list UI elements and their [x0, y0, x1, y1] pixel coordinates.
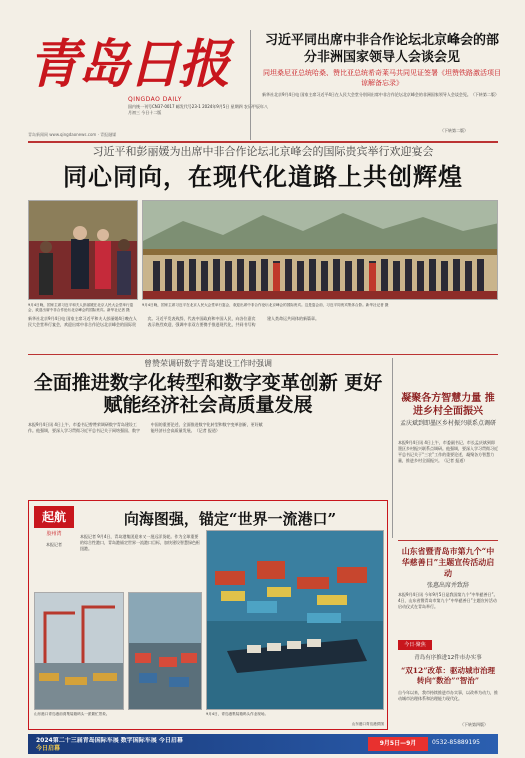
- side1-headline[interactable]: 凝聚各方智慧力量 推进乡村全面振兴: [401, 393, 495, 417]
- cranes-photo-graphic: [35, 593, 124, 710]
- special-headline[interactable]: 向海图强，锚定“世界一流港口”: [123, 510, 337, 528]
- lead-kicker: 习近平和彭丽媛为出席中非合作论坛北京峰会的国际贵宾举行欢迎宴会: [92, 145, 434, 158]
- side3-continued: （下转第四版）: [460, 722, 488, 727]
- lead-body: 新华社北京9月4日电 国家主席习近平和夫人彭丽媛4日晚在人民大会堂举行宴会，欢迎出席中非合作论坛北京峰会的国际贵宾。习近平发表致辞，代表中国政府和中国人民，向各位嘉宾表示热烈欢迎，强调中非双方要携手推进现代化，共同书写构建人类命运共同体的新篇章。: [28, 316, 319, 327]
- lead-photo-left: [28, 200, 138, 300]
- side1-body: 本报9月4日讯 4日上午，市委副书记、市长孟庆斌到即墨区乡村振兴联系点调研。他强调，要深入学习贯彻习近平总书记关于“三农”工作的重要论述，凝聚各方智慧力量，推进乡村全面振兴。（记者 报道）: [398, 440, 498, 463]
- column-divider: [250, 30, 251, 140]
- issue-meta: 国内统一刊号CN37-0017 邮发代号23-1 2024年9月5日 星期四 农历甲辰年八月初三 今日十二版: [128, 104, 268, 115]
- top-right-subheadline: 同坦桑尼亚总统哈桑、赞比亚总统希奇莱马共同见证签署《坦赞铁路激活项目谅解备忘录》: [263, 69, 501, 87]
- lead-headline[interactable]: 同心同向，在现代化道路上共创辉煌: [63, 162, 463, 191]
- feature-headline[interactable]: 全面推进数字化转型和数字变革创新 更好赋能经济社会高质量发展: [33, 372, 383, 416]
- newspaper-logo: 青岛日报: [28, 34, 229, 95]
- side2-body: 本报9月4日讯 今年9月5日是我国第九个“中华慈善日”。4日，山东省暨青岛市第九个“中华慈善日”主题宣传活动启动仪式在青岛举行。: [398, 592, 498, 609]
- side3-headline[interactable]: “双12”改革：驱动城市治理转向“数治”“智治”: [400, 666, 496, 685]
- side-rule: [398, 540, 498, 541]
- special-photo-credit: 山东港口青岛港供图: [351, 722, 384, 726]
- banner-phone: 0532-85889195: [432, 739, 480, 746]
- special-badge: 起航: [34, 506, 74, 528]
- top-right-headline[interactable]: 习近平同出席中非合作论坛北京峰会的部分非洲国家领导人会谈会见: [264, 33, 499, 65]
- top-right-continued: （下转第二版）: [440, 128, 468, 133]
- banquet-photo-left-graphic: [29, 201, 138, 300]
- side3-tag: 今日·聚焦: [398, 640, 432, 650]
- group-photo-graphic: [143, 201, 498, 300]
- banner-dates: 9月5日—9月: [368, 737, 428, 751]
- port-photo-graphic: [207, 531, 384, 710]
- feature-body: 本报9月4日讯 4日上午，市委书记曾赞荣调研数字青岛建设工作。他强调，要深入学习贯彻习近平总书记关于网络强国、数字中国的重要论述，全面推进数字化转型和数字变革创新，更好赋能经济社会高质量发展。（记者 报道）: [28, 422, 263, 433]
- section-rule-2: [28, 354, 498, 355]
- side1-subheadline: 孟庆斌到即墨区乡村振兴联系点调研: [399, 420, 496, 427]
- special-series: 胶州湾: [46, 531, 62, 537]
- auto-show-banner[interactable]: [28, 734, 498, 754]
- special-photo-cranes: [34, 592, 124, 710]
- special-caption-left: 山东港口青岛港前湾集装箱码头一派繁忙景象。: [34, 712, 110, 716]
- feature-kicker: 曾赞荣调研数字青岛建设工作时强调: [144, 359, 272, 368]
- newspaper-english-name: QINGDAO DAILY: [128, 96, 182, 103]
- side2-headline[interactable]: 山东省暨青岛市第九个“中华慈善日”主题宣传活动启动: [401, 546, 495, 578]
- special-photo-dock: [128, 592, 202, 710]
- special-author: 本报记者: [46, 542, 62, 547]
- lead-photo-left-caption: 9月4日晚，国家主席习近平和夫人彭丽媛在北京人民大会堂举行宴会，欢迎出席中非合作论坛北京峰会的国际贵宾。新华社记者 摄: [28, 303, 134, 312]
- lead-photo-right: [142, 200, 498, 300]
- masthead-footer: 青岛新闻网 www.qingdaonews.com · 青报融媒: [28, 132, 117, 137]
- special-caption-right: 9月4日，青岛港集装箱码头作业现场。: [206, 712, 269, 716]
- side3-body: 自今年以来，我市持续推进市办实事，以改革为动力，推动城市治理体系和治理能力现代化。: [398, 690, 498, 701]
- side2-subheadline: 张惠出席并致辞: [426, 582, 469, 589]
- column-divider-2: [392, 358, 393, 538]
- dock-photo-graphic: [129, 593, 202, 710]
- top-right-body: 新华社北京9月4日电 国家主席习近平4日在人民大会堂分别同出席中非合作论坛北京峰会的非洲国家领导人会谈会见。（下转第二版）: [262, 92, 499, 97]
- special-photo-port: [206, 530, 384, 710]
- banner-title: 2024第二十三届青岛国际车展 数字国际车展 今日启幕: [36, 737, 183, 744]
- lead-photo-right-caption: 9月4日晚，国家主席习近平在北京人民大会堂举行宴会，欢迎出席中非合作论坛北京峰会的国际贵宾。这是宴会前，习近平同贵宾集体合影。新华社记者 摄: [142, 303, 389, 307]
- section-rule: [28, 141, 498, 143]
- banner-left-label: 今日启幕: [36, 745, 61, 752]
- special-body: 本报记者 9月4日，青岛港集团迎来又一批远洋货轮。作为全球重要的综合性港口，青岛港锚定世界一流港口目标，加快建设智慧绿色枢纽港。: [80, 534, 200, 551]
- side3-headline-small[interactable]: 青岛有序推进12件市办实事: [414, 655, 482, 661]
